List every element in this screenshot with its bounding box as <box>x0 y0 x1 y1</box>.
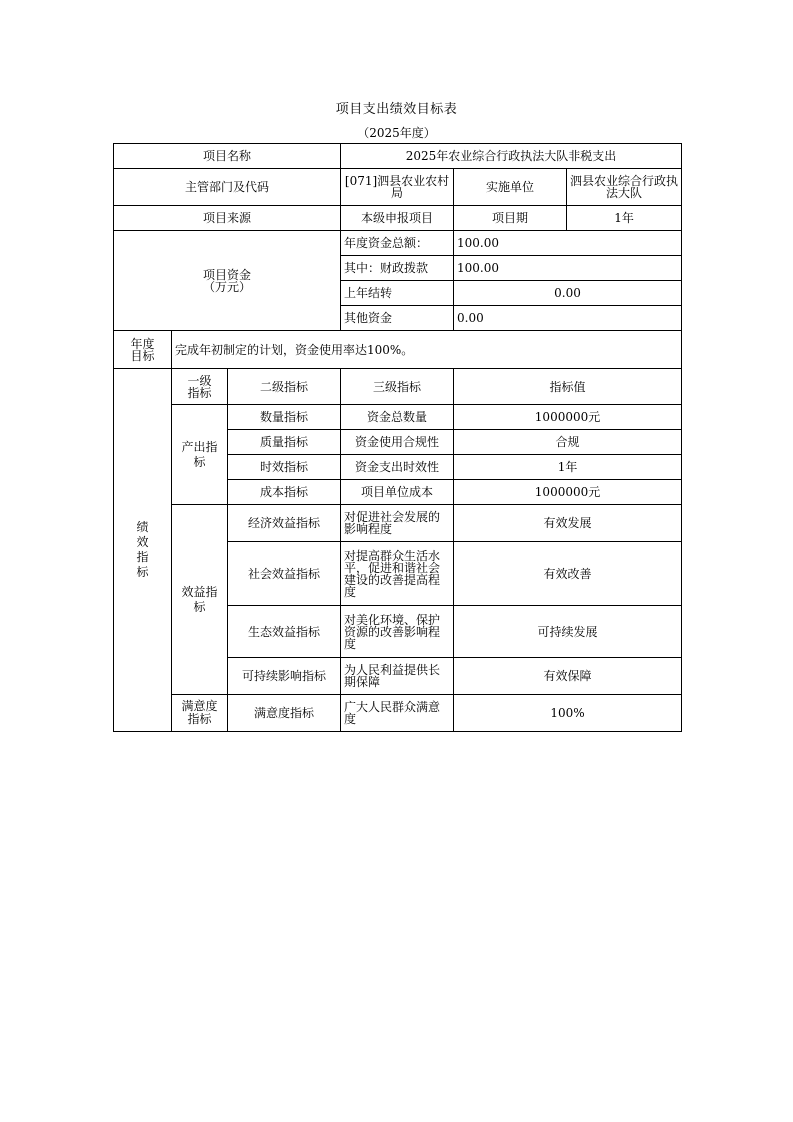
value-cell: 合规 <box>454 430 682 455</box>
header-level3: 三级指标 <box>341 369 454 405</box>
fund-row-value: 0.00 <box>454 281 682 306</box>
annual-goal-label <box>114 331 172 369</box>
fund-row-label: 年度资金总额： <box>341 231 454 256</box>
fund-row-label: 其他资金 <box>341 306 454 331</box>
level2-cell: 数量指标 <box>228 405 341 430</box>
annual-goal-label-line1: 年度 <box>130 336 155 351</box>
level2-cell: 社会效益指标 <box>228 542 341 606</box>
level2-cell: 成本指标 <box>228 480 341 505</box>
header-level1-line1: 一级 <box>187 373 212 388</box>
page-title: 项目支出绩效目标表 <box>335 102 458 117</box>
level3-cell: 对促进社会发展的影响程度 <box>341 505 454 542</box>
annual-goal-label-line2: 目标 <box>130 348 155 363</box>
value-cell: 1000000元 <box>454 405 682 430</box>
group-satisfaction-label <box>172 695 228 732</box>
level2-cell: 生态效益指标 <box>228 606 341 658</box>
project-funds-label <box>114 231 341 331</box>
level3-cell: 为人民利益提供长期保障 <box>341 658 454 695</box>
level3-cell: 资金总数量 <box>341 405 454 430</box>
header-level2: 二级指标 <box>228 369 341 405</box>
fund-row-value: 100.00 <box>454 256 682 281</box>
row-annual-goal <box>114 331 682 369</box>
value-cell: 1000000元 <box>454 480 682 505</box>
performance-indicators-label <box>114 369 172 732</box>
level2-cell: 时效指标 <box>228 455 341 480</box>
performance-indicators-text: 绩效指标 <box>136 520 149 579</box>
level3-cell: 项目单位成本 <box>341 480 454 505</box>
level2-cell: 满意度指标 <box>228 695 341 732</box>
group-output-label <box>172 405 228 505</box>
row-project-name <box>114 144 682 169</box>
row-indicator-header <box>114 369 682 405</box>
project-period-label: 项目期 <box>454 206 567 231</box>
project-source-value: 本级申报项目 <box>341 206 454 231</box>
value-cell: 有效保障 <box>454 658 682 695</box>
row-project-source <box>114 206 682 231</box>
level3-cell: 资金使用合规性 <box>341 430 454 455</box>
group-benefit-label <box>172 505 228 695</box>
header-level1-line2: 指标 <box>187 385 212 400</box>
project-period-value: 1年 <box>567 206 682 231</box>
annual-goal-text: 完成年初制定的计划，资金使用率达100%。 <box>172 331 682 369</box>
project-name-value: 2025年农业综合行政执法大队非税支出 <box>341 144 682 169</box>
group-satisfaction-text: 满意度指标 <box>181 699 218 726</box>
row-department <box>114 169 682 206</box>
department-label: 主管部门及代码 <box>114 169 341 206</box>
level3-cell: 对提高群众生活水平，促进和谐社会建设的改善提高程度 <box>341 542 454 606</box>
level2-cell: 质量指标 <box>228 430 341 455</box>
page-subtitle-year: （2025年度） <box>357 126 436 140</box>
level3-cell: 对美化环境、保护资源的改善影响程度 <box>341 606 454 658</box>
performance-goal-table <box>113 143 682 732</box>
level3-cell: 广大人民群众满意度 <box>341 695 454 732</box>
fund-row-value: 0.00 <box>454 306 682 331</box>
department-value: [071]泗县农业农村局 <box>341 169 454 206</box>
indicator-row <box>114 695 682 732</box>
group-benefit-text: 效益指标 <box>181 584 218 614</box>
fund-row-label: 其中：财政拨款 <box>341 256 454 281</box>
header-value: 指标值 <box>454 369 682 405</box>
fund-row-label: 上年结转 <box>341 281 454 306</box>
project-funds-label-line2: （万元） <box>203 279 252 294</box>
group-output-text: 产出指标 <box>181 439 218 469</box>
implementing-unit-label: 实施单位 <box>454 169 567 206</box>
project-funds-label-line1: 项目资金 <box>203 267 252 282</box>
header-level1 <box>172 369 228 405</box>
value-cell: 有效发展 <box>454 505 682 542</box>
level2-cell: 经济效益指标 <box>228 505 341 542</box>
indicator-row <box>114 405 682 430</box>
value-cell: 1年 <box>454 455 682 480</box>
project-source-label: 项目来源 <box>114 206 341 231</box>
implementing-unit-value: 泗县农业综合行政执法大队 <box>567 169 682 206</box>
row-fund-total <box>114 231 682 256</box>
indicator-row <box>114 505 682 542</box>
level3-cell: 资金支出时效性 <box>341 455 454 480</box>
project-name-label: 项目名称 <box>114 144 341 169</box>
value-cell: 有效改善 <box>454 542 682 606</box>
fund-row-value: 100.00 <box>454 231 682 256</box>
level2-cell: 可持续影响指标 <box>228 658 341 695</box>
value-cell: 100% <box>454 695 682 732</box>
value-cell: 可持续发展 <box>454 606 682 658</box>
